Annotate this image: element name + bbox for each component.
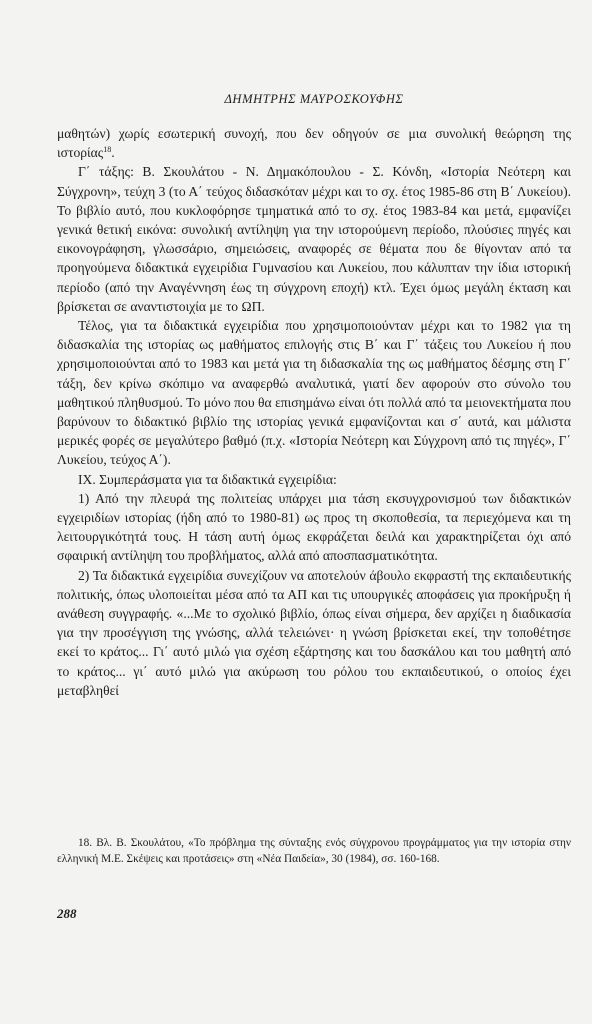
- paragraph: [57, 124, 571, 162]
- paragraph: 1) Από την πλευρά της πολιτείας υπάρχει μια τάση εκσυγχρονισμού των διδακτικών εγχειριδίων ιστορίας (ήδη από το 1980-81) ως προς τη σκοποθεσία, τα περιεχόμενα και τη λειτουργικότητά τους. Η τάση αυτή όμως εκφράζεται δειλά και χαρακτηρίζεται όχι από σφαιρική αντίληψη του προβλήματος, αλλά από αποσπασματικότητα.: [57, 490, 571, 564]
- book-page: [57, 0, 571, 1024]
- footnote-text: 18. Βλ. Β. Σκουλάτου, «Το πρόβλημα της σύνταξης ενός σύγχρονου προγράμματος για την ιστορία στην ελληνική Μ.Ε. Σκέψεις και προτάσεις» στη «Νέα Παιδεία», 30 (1984), σσ. 160-168.: [57, 837, 571, 866]
- paragraph: Τέλος, για τα διδακτικά εγχειρίδια που χρησιμοποιούνταν μέχρι και το 1982 για τη διδασκαλία της ιστορίας ως μαθήματος επιλογής στις Β΄ και Γ΄ τάξεις του Λυκείου ή που χρησιμοποιούνται από το 1983 και μετά για τη διδασκαλία της ως μαθήματος δέσμης στη Γ΄ τάξη, δεν κρίνω σκόπιμο να αναφερθώ αναλυτικά, γιατί δεν αφορούν στο σύνολο του μαθητικού πληθυσμού. Το μόνο που θα επισημάνω είναι ότι πολλά από τα μειονεκτήματα που βαρύνουν το διδακτικό βιβλίο της ιστορίας γενικά εμφανίζονται και σ΄ αυτά, και μάλιστα μερικές φορές σε μεγαλύτερο βαθμό (π.χ. «Ιστορία Νεότερη και Σύγχρονη από τις πηγές», Γ΄ Λυκείου, τεύχος Α΄).: [57, 318, 571, 468]
- body-text: [57, 124, 571, 700]
- paragraph-text: μαθητών) χωρίς εσωτερική συνοχή, που δεν οδηγούν σε μια συνολική θεώρηση της ιστορίας: [57, 126, 571, 161]
- section-heading: IX. Συμπεράσματα για τα διδακτικά εγχειρίδια:: [78, 471, 337, 487]
- paragraph: Γ΄ τάξης: Β. Σκουλάτου - Ν. Δημακόπουλου - Σ. Κόνδη, «Ιστορία Νεότερη και Σύγχρονη», τεύχη 3 (το Α΄ τεύχος διδασκόταν μέχρι και το σχ. έτος 1985-86 στη Β΄ Λυκείου). Το βιβλίο αυτό, που κυκλοφόρησε τμηματικά από το σχ. έτος 1983-84 και μετά, εμφανίζει γενικά θετική εικόνα: συνολική αντίληψη για την ιστορούμενη περίοδο, πλούσιες πηγές και εικονογράφηση, γλωσσάριο, σημειώσεις, αναφορές σε θέματα που δε θίγονταν από τα προηγούμενα διδακτικά εγχειρίδια Γυμνασίου και Λυκείου, που κάλυπταν την ίδια ιστορική περίοδο (από την Αναγέννηση έως τη σύγχρονη εποχή) κτλ. Έχει όμως μεγάλη έκταση και βρίσκεται σε αναντιστοιχία με το ΩΠ.: [57, 164, 571, 314]
- page-number: 288: [57, 906, 77, 921]
- footnote: [57, 835, 571, 867]
- paragraph-tail: .: [111, 145, 115, 161]
- footnote-ref[interactable]: 18: [103, 145, 112, 155]
- running-head: ΔΗΜΗΤΡΗΣ ΜΑΥΡΟΣΚΟΥΦΗΣ: [224, 92, 404, 106]
- paragraph: 2) Τα διδακτικά εγχειρίδια συνεχίζουν να αποτελούν άβουλο εκφραστή της εκπαιδευτικής πολιτικής, όπως υλοποιείται μέσα από τα ΑΠ και τις υπουργικές αποφάσεις για προκήρυξη ή ανάθεση συγγραφής. «...Με το σχολικό βιβλίο, όπως είναι σήμερα, δεν αρχίζει η διαδικασία για την προσέγγιση της γνώσης, αλλά τελειώνει· η γνώση βρίσκεται εκεί, την τοποθέτησε εκεί το κράτος... Γι΄ αυτό μιλώ για σχέση εξάρτησης και του δασκάλου και του μαθητή από το κράτος... γι΄ αυτό μιλώ για ακύρωση του ρόλου του εκπαιδευτικού, ο οποίος έχει μεταβληθεί: [57, 567, 571, 698]
